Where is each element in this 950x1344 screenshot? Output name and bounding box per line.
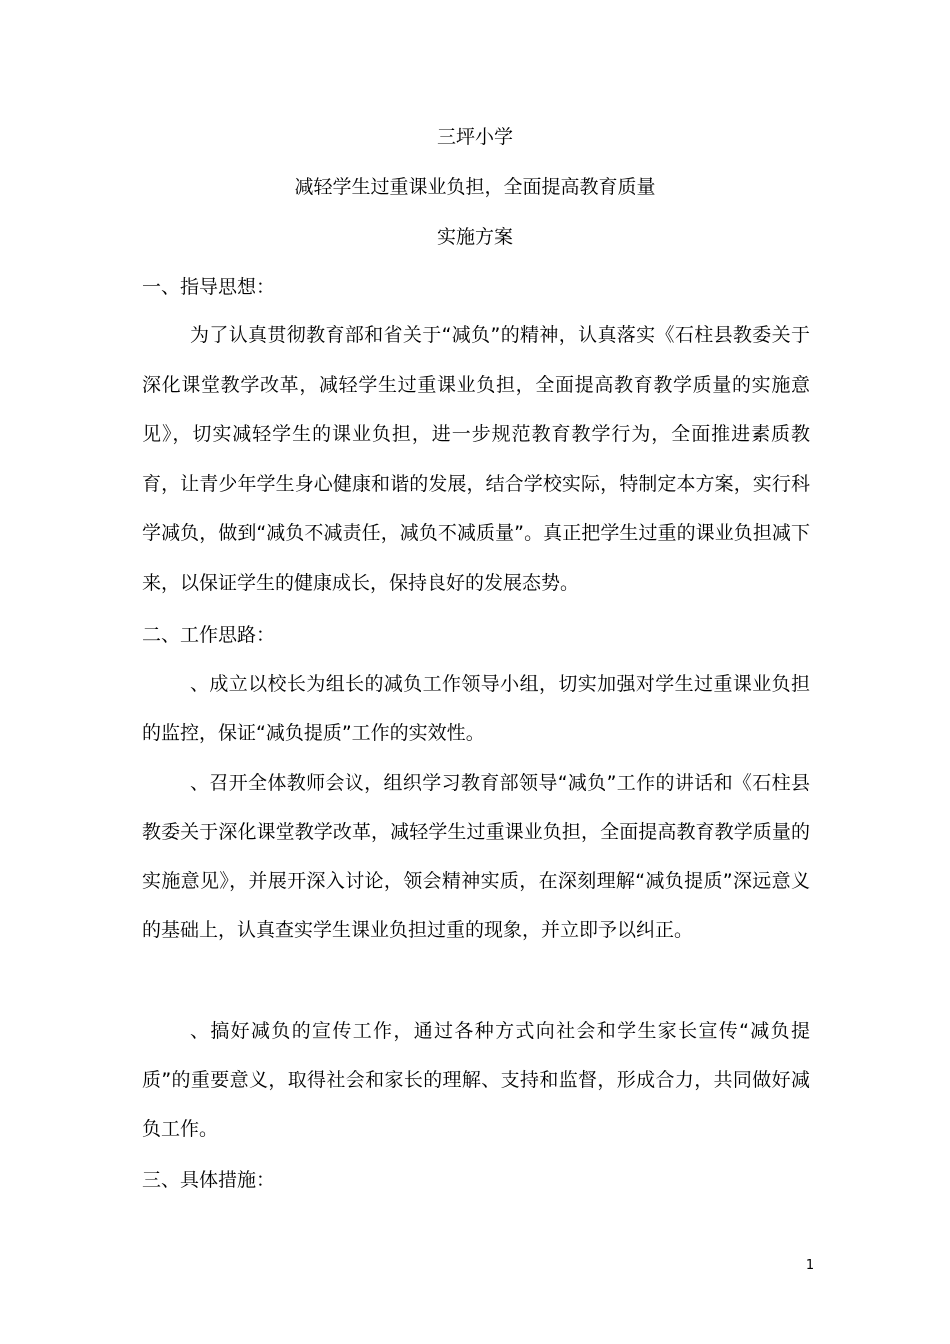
paragraph-work-approach-3: 、搞好减负的宣传工作，通过各种方式向社会和学生家长宣传“减负提质”的重要意义，取得社会和家长的理解、支持和监督，形成合力，共同做好减负工作。: [142, 1020, 810, 1140]
section-heading-guiding-ideology: 一、指导思想：: [142, 276, 276, 298]
school-name: 三坪小学: [436, 126, 513, 148]
document-subtitle: 实施方案: [436, 226, 513, 248]
paragraph-guiding-ideology: 为了认真贯彻教育部和省关于“减负”的精神，认真落实《石柱县教委关于深化课堂教学改革，减轻学生过重课业负担，全面提高教育教学质量的实施意见》，切实减轻学生的课业负担，进一步规范教育教学行为，全面推进素质教育，让青少年学生身心健康和谐的发展，结合学校实际，特制定本方案，实行科学减负，做到“减负不减责任，减负不减质量”。真正把学生过重的课业负担减下来，以保证学生的健康成长，保持良好的发展态势。: [142, 324, 810, 594]
section-heading-specific-measures: 三、具体措施：: [142, 1169, 276, 1191]
paragraph-work-approach-2: 、召开全体教师会议，组织学习教育部领导“减负”工作的讲话和《石柱县教委关于深化课堂教学改革，减轻学生过重课业负担，全面提高教育教学质量的实施意见》，并展开深入讨论，领会精神实质，在深刻理解“减负提质”深远意义的基础上，认真查实学生课业负担过重的现象，并立即予以纠正。: [142, 772, 810, 941]
document-title: 减轻学生过重课业负担，全面提高教育质量: [294, 176, 656, 198]
page-number: 1: [805, 1258, 815, 1273]
paragraph-work-approach-1: 、成立以校长为组长的减负工作领导小组，切实加强对学生过重课业负担的监控，保证“减负提质”工作的实效性。: [142, 673, 810, 744]
section-heading-work-approach: 二、工作思路：: [142, 624, 276, 646]
